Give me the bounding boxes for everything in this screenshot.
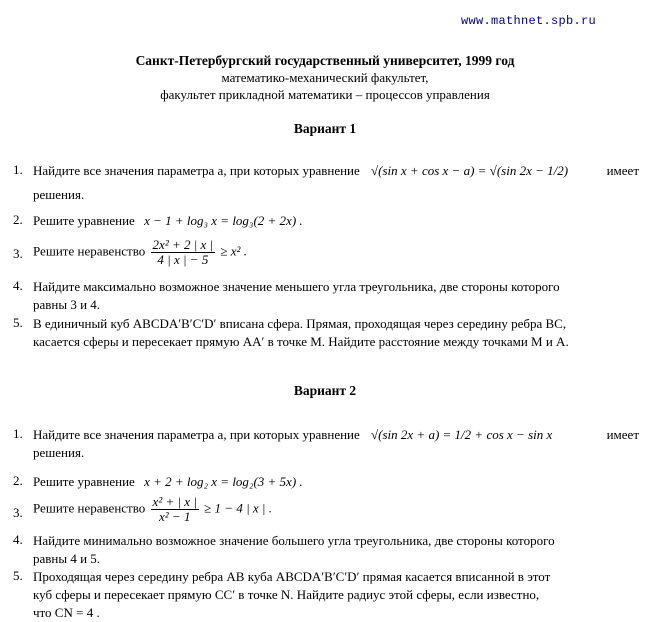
problem-text-end: имеет xyxy=(606,427,639,442)
problem-number: 5. xyxy=(13,568,23,583)
problem-number: 3. xyxy=(13,505,23,520)
inequality-fraction: $\frac{\text{2x² + 2 | x |}}{4 | x | - 5}$ xyxy=(152,237,214,267)
problem-text: В единичный куб ABCDA′B′C′D′ вписана сфера. Прямая, проходящая через середину ребра BC, xyxy=(33,316,567,331)
variant-2-title: Вариант 2 xyxy=(293,383,357,398)
problem-text-cont: равны 4 и 5. xyxy=(33,551,101,566)
formula: ≥ 1 − 4 | x | . xyxy=(204,500,272,516)
formula: √(sin x + cos x − a) = √(sin 2x − 1/2) xyxy=(371,163,569,178)
formula: x − 1 + log₃ x = log₃(2 + 2x) . xyxy=(144,213,303,228)
problem-text: Решите уравнение xyxy=(33,474,135,489)
problem-number: 4. xyxy=(13,278,23,293)
faculty-line-2: факультет прикладной математики – процессов управления xyxy=(160,87,490,102)
problem-text: Решите неравенство xyxy=(33,243,146,259)
problem-text-cont: куб сферы и пересекает прямую CC′ в точке N. Найдите радиус этой сферы, если известно, xyxy=(33,587,540,602)
site-url[interactable]: www.mathnet.spb.ru xyxy=(461,14,597,28)
problem-text: Решите неравенство xyxy=(33,500,146,516)
problem-text: Решите уравнение xyxy=(33,213,135,228)
problem-text-cont: равны 3 и 4. xyxy=(33,297,101,312)
problem-number: 4. xyxy=(13,532,23,547)
formula: √(sin 2x + a) = 1/2 + cos x − sin x xyxy=(371,427,553,442)
problem-number: 5. xyxy=(13,315,23,330)
problem-text-cont: касается сферы и пересекает прямую AA′ в точке M. Найдите расстояние между точками M и A. xyxy=(33,334,569,349)
problem-number: 3. xyxy=(13,246,23,261)
problem-text: Найдите все значения параметра a, при которых уравнение xyxy=(33,163,360,178)
problem-text-cont: решения. xyxy=(33,187,85,202)
inequality-fraction: $\frac{\text{x² + | x |}}{\text{x² − 1}}$ xyxy=(152,494,197,524)
university-title: Санкт-Петербургский государственный университет, 1999 год xyxy=(135,53,515,68)
problem-text-end: имеет xyxy=(606,163,639,178)
formula: x + 2 + log₂ x = log₂(3 + 5x) . xyxy=(144,474,303,489)
problem-number: 1. xyxy=(13,162,23,177)
faculty-line-1: математико-механический факультет, xyxy=(221,70,429,85)
problem-text: Найдите максимально возможное значение меньшего угла треугольника, две стороны которого xyxy=(33,279,560,294)
problem-text-cont: что CN = 4 . xyxy=(33,605,100,620)
problem-text: Найдите все значения параметра a, при которых уравнение xyxy=(33,427,360,442)
problem-text: Найдите минимально возможное значение большего угла треугольника, две стороны которого xyxy=(33,533,555,548)
problem-number: 2. xyxy=(13,473,23,488)
variant-1-title: Вариант 1 xyxy=(293,121,357,136)
problem-text: Проходящая через середину ребра AB куба ABCDA′B′C′D′ прямая касается вписанной в этот xyxy=(33,569,551,584)
problem-number: 1. xyxy=(13,426,23,441)
formula: ≥ x² . xyxy=(220,243,247,259)
problem-number: 2. xyxy=(13,212,23,227)
problem-text-cont: решения. xyxy=(33,445,85,460)
